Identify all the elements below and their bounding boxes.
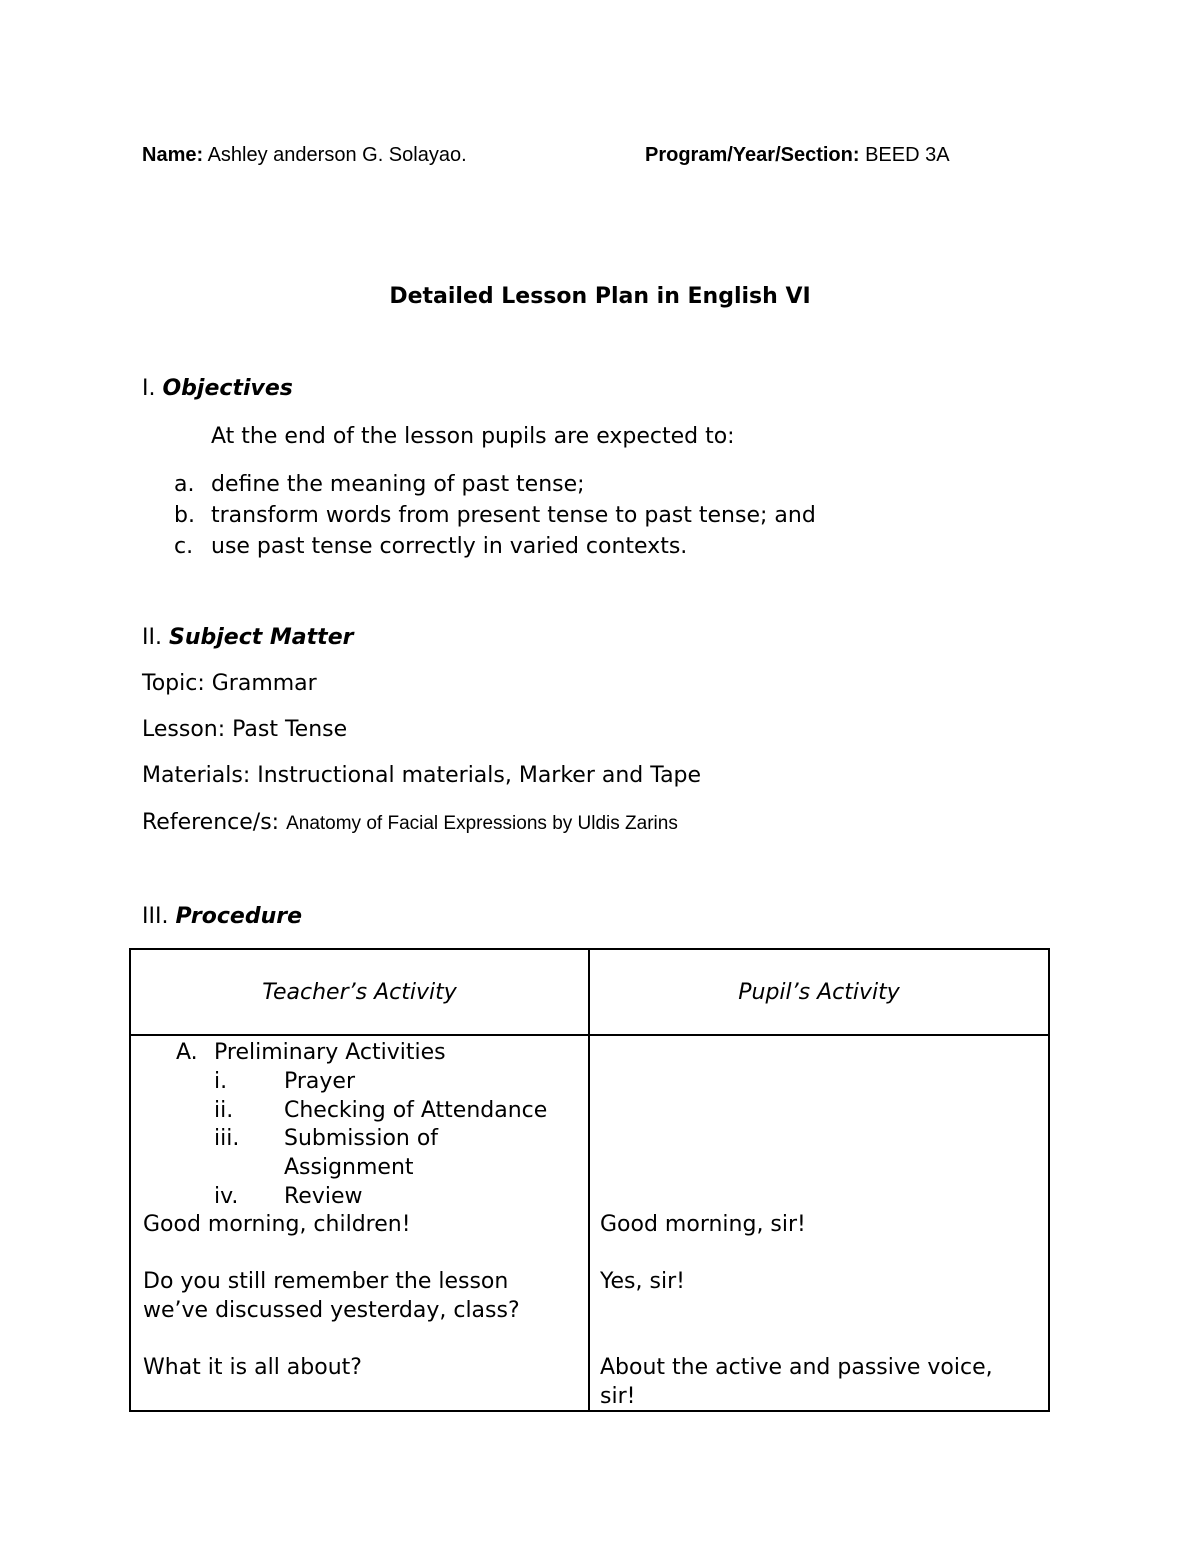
pupil-line: sir! bbox=[600, 1384, 636, 1409]
objectives-numeral: I. bbox=[142, 376, 156, 401]
sub-item-marker: ii. bbox=[214, 1098, 234, 1123]
list-item: b. transform words from present tense to past tense; and bbox=[174, 503, 816, 528]
sub-item-text: Assignment bbox=[284, 1155, 414, 1180]
pupil-activity-cell bbox=[589, 1035, 1049, 1411]
sub-item-marker: i. bbox=[214, 1069, 228, 1094]
reference-line bbox=[142, 810, 678, 835]
list-item: a. define the meaning of past tense; bbox=[174, 472, 585, 497]
procedure-title: Procedure bbox=[175, 904, 303, 929]
pupil-activity-header: Pupil’s Activity bbox=[589, 949, 1049, 1035]
subject-matter-title: Subject Matter bbox=[168, 625, 354, 650]
pupil-line: Good morning, sir! bbox=[600, 1212, 806, 1237]
section-marker: A. bbox=[176, 1040, 198, 1065]
teacher-line: we’ve discussed yesterday, class? bbox=[143, 1298, 520, 1323]
sub-item-text: Submission of bbox=[284, 1126, 439, 1151]
procedure-numeral: III. bbox=[142, 904, 169, 929]
name-value: Ashley anderson G. Solayao. bbox=[207, 144, 467, 166]
table-header-row bbox=[130, 949, 1049, 1035]
teacher-activity-header: Teacher’s Activity bbox=[130, 949, 589, 1035]
name-field bbox=[142, 144, 467, 167]
objectives-list bbox=[174, 469, 816, 562]
objectives-title: Objectives bbox=[162, 376, 293, 401]
teacher-activity-cell bbox=[130, 1035, 589, 1411]
sub-item-marker: iv. bbox=[214, 1184, 239, 1209]
program-label: Program/Year/Section: bbox=[645, 144, 860, 166]
list-item: c. use past tense correctly in varied contexts. bbox=[174, 534, 688, 559]
objectives-heading bbox=[142, 376, 293, 401]
sub-item-text: Prayer bbox=[284, 1069, 356, 1094]
teacher-line: Good morning, children! bbox=[143, 1212, 411, 1237]
procedure-heading bbox=[142, 904, 302, 929]
name-label: Name: bbox=[142, 144, 204, 166]
procedure-table bbox=[129, 948, 1050, 1412]
section-title: Preliminary Activities bbox=[214, 1040, 446, 1065]
sub-item-marker: iii. bbox=[214, 1126, 240, 1151]
subject-matter-heading bbox=[142, 625, 353, 650]
subject-matter-numeral: II. bbox=[142, 625, 162, 650]
program-field bbox=[645, 144, 950, 167]
table-row bbox=[130, 1035, 1049, 1411]
sub-item-text: Checking of Attendance bbox=[284, 1098, 548, 1123]
reference-label: Reference/s: bbox=[142, 810, 280, 835]
pupil-line: About the active and passive voice, bbox=[600, 1355, 993, 1380]
topic-line: Topic: Grammar bbox=[142, 671, 317, 696]
sub-item-text: Review bbox=[284, 1184, 363, 1209]
program-value: BEED 3A bbox=[865, 144, 950, 166]
document-title: Detailed Lesson Plan in English VI bbox=[389, 284, 811, 309]
materials-line: Materials: Instructional materials, Marker and Tape bbox=[142, 763, 702, 788]
objectives-intro: At the end of the lesson pupils are expected to: bbox=[211, 424, 735, 449]
lesson-line: Lesson: Past Tense bbox=[142, 717, 348, 742]
teacher-line: Do you still remember the lesson bbox=[143, 1269, 509, 1294]
teacher-line: What it is all about? bbox=[143, 1355, 362, 1380]
reference-value: Anatomy of Facial Expressions by Uldis Zarins bbox=[286, 813, 678, 834]
pupil-line: Yes, sir! bbox=[600, 1269, 685, 1294]
